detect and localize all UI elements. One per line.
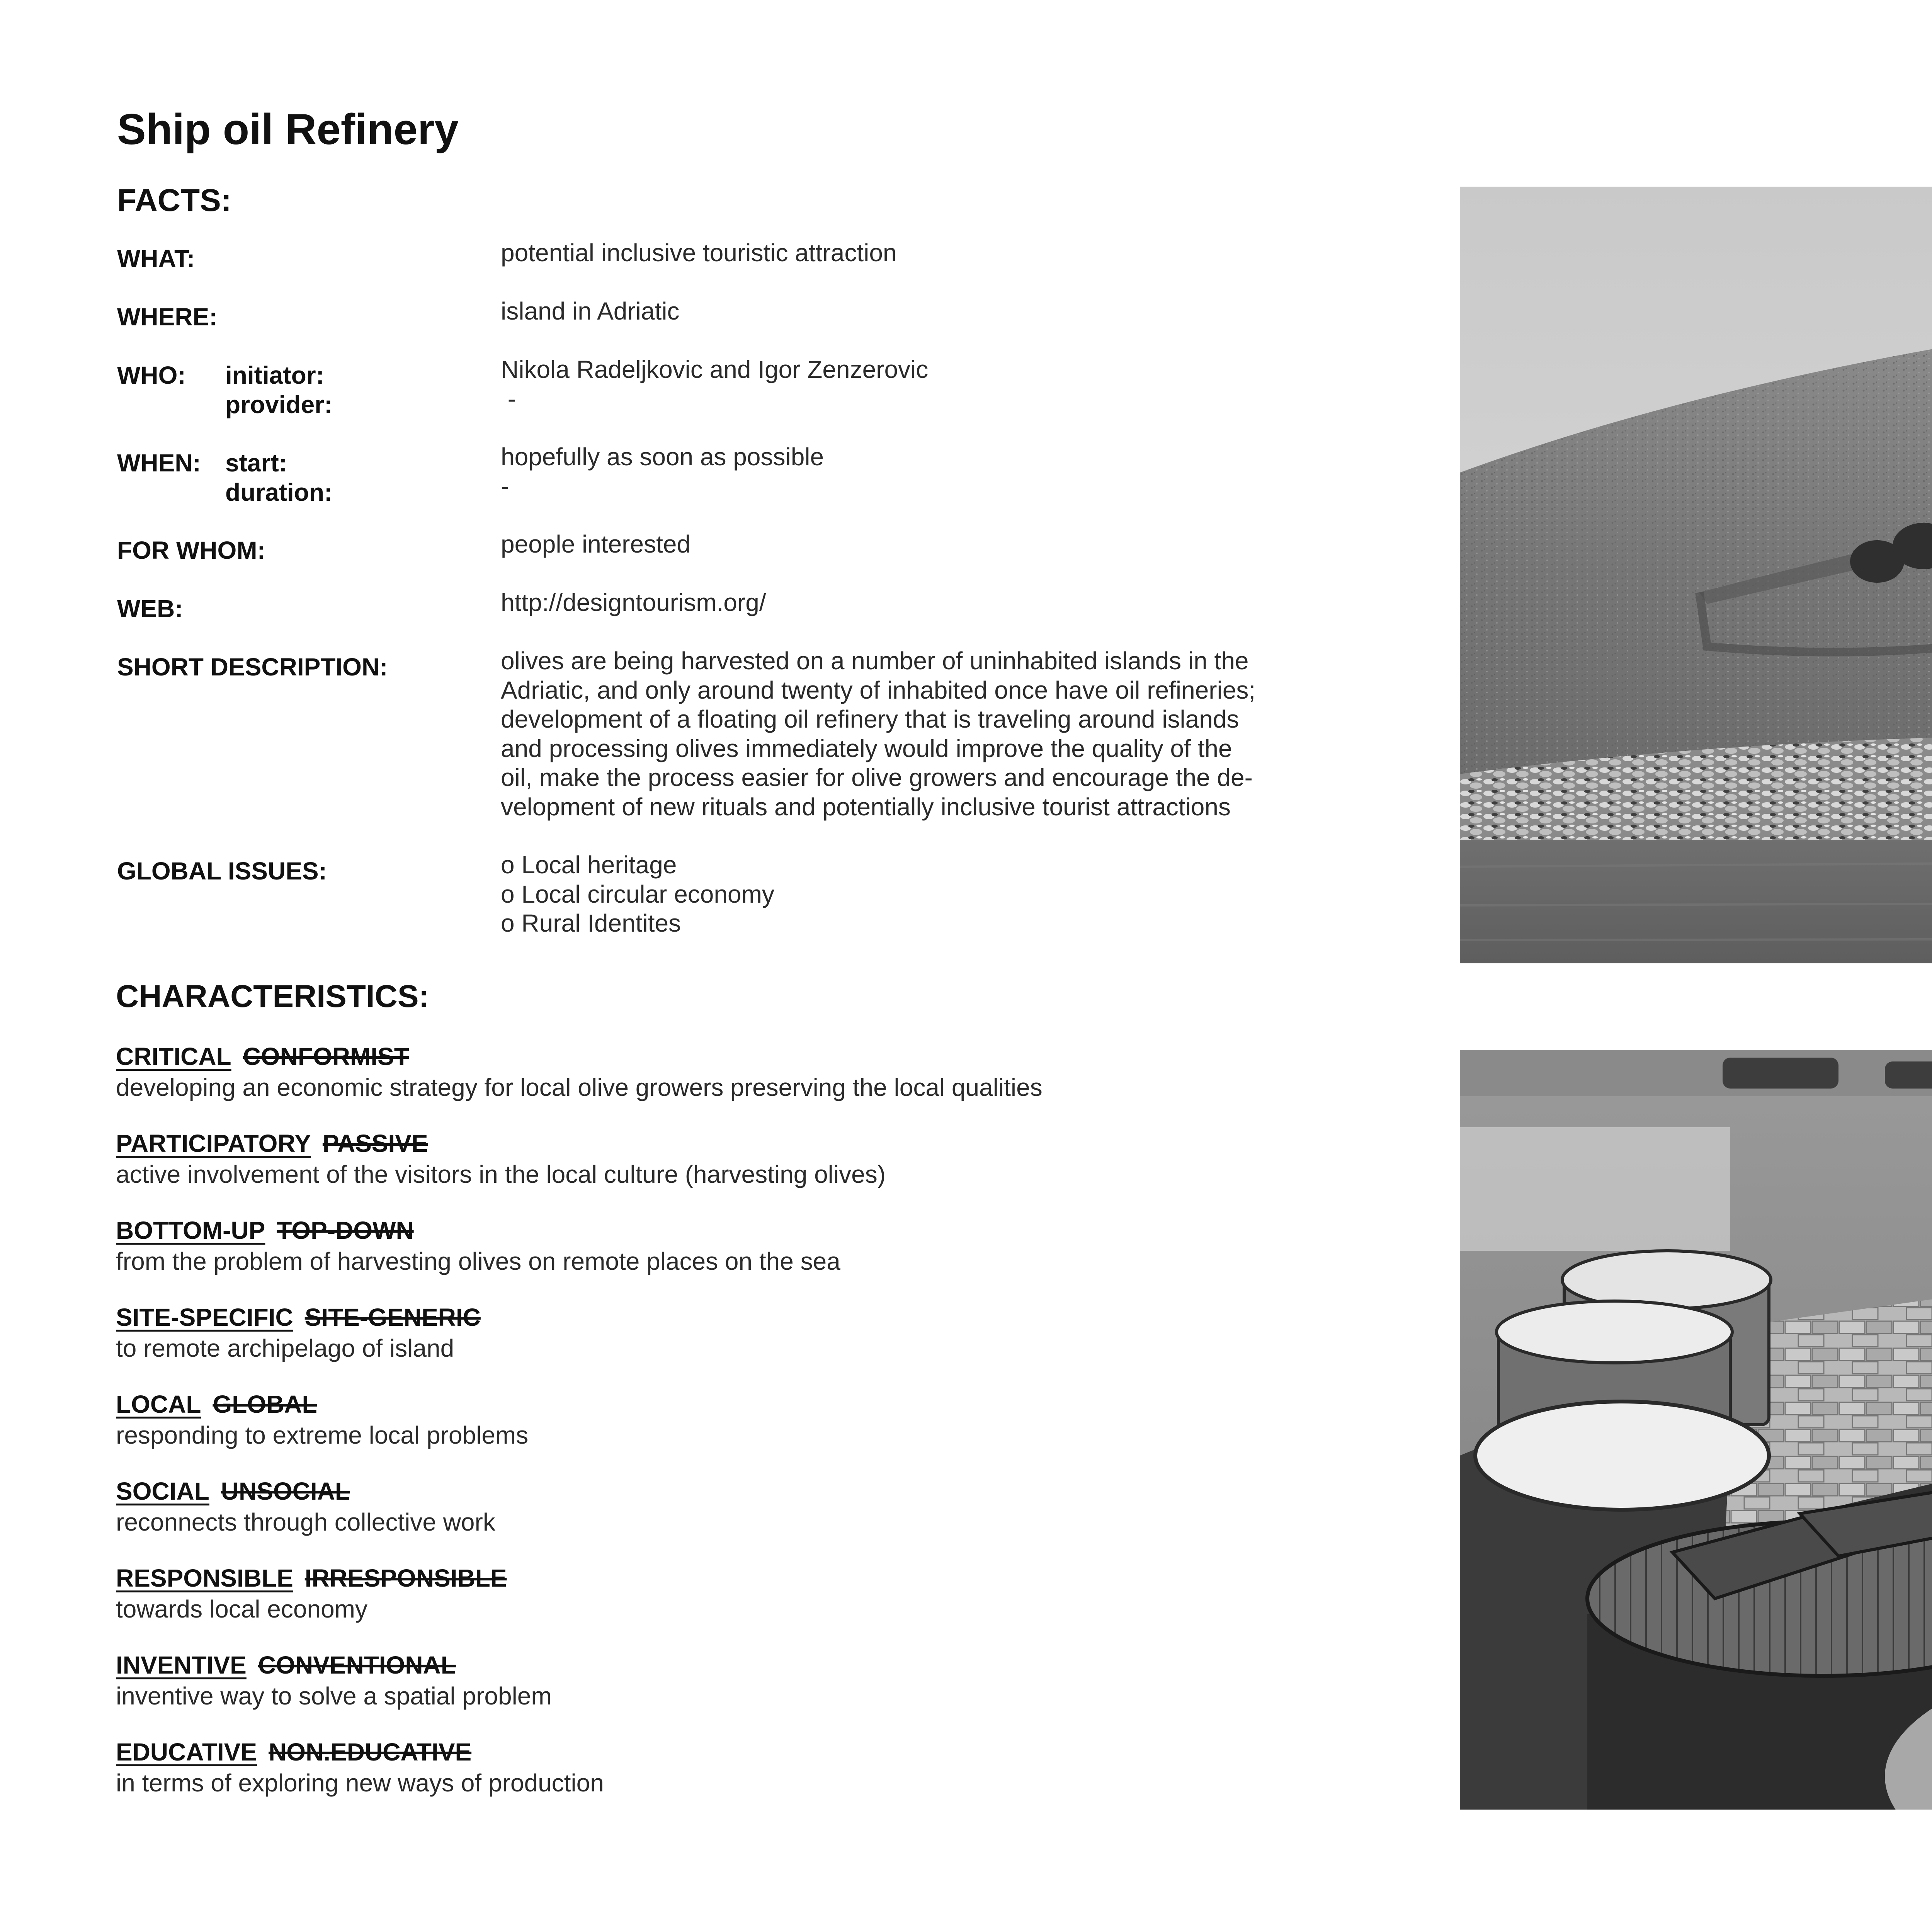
when-value [501,442,824,501]
characteristic-positive: EDUCATIVE [116,1738,257,1766]
who-provider-value: - [501,384,516,413]
short-description-line: oil, make the process easier for olive growers and encourage the de- [501,764,1253,791]
characteristic-positive: SITE-SPECIFIC [116,1303,293,1331]
characteristic-item [116,1737,1391,1798]
characteristic-positive: LOCAL [116,1390,201,1418]
who-initiator-value: Nikola Radeljkovic and Igor Zenzerovic [501,356,929,383]
characteristic-negative: GLOBAL [213,1390,317,1418]
characteristic-positive: INVENTIVE [116,1651,247,1679]
characteristic-item [116,1650,1391,1711]
who-label-text: WHO: [117,361,186,389]
short-description-line: olives are being harvested on a number of uninhabited islands in the [501,647,1249,675]
facts-heading: FACTS: [117,183,232,218]
characteristic-positive: CRITICAL [116,1043,231,1070]
characteristic-description: responding to extreme local problems [116,1421,529,1449]
characteristic-positive: PARTICIPATORY [116,1129,311,1157]
characteristic-item [116,1302,1391,1364]
web-link[interactable]: http://designtourism.org/ [501,589,766,616]
characteristic-item [116,1476,1391,1538]
characteristic-description: from the problem of harvesting olives on remote places on the sea [116,1247,840,1275]
characteristic-item [116,1215,1391,1277]
global-issue-item: o Local circular economy [501,880,774,908]
when-duration-value: - [501,472,509,500]
characteristic-negative: SITE-GENERIC [304,1303,481,1331]
when-start-value: hopefully as soon as possible [501,443,824,471]
short-description-line: development of a floating oil refinery that is traveling around islands [501,705,1239,733]
characteristic-item [116,1563,1391,1624]
what-label: WHAT: [117,245,195,272]
short-description-text [501,646,1255,822]
global-issue-item: o Local heritage [501,851,677,879]
who-initiator-label: initiator: [225,361,324,389]
characteristic-positive: RESPONSIBLE [116,1564,293,1592]
page-title: Ship oil Refinery [117,105,459,153]
where-label: WHERE: [117,303,218,331]
short-description-label: SHORT DESCRIPTION: [117,653,388,681]
characteristic-description: inventive way to solve a spatial problem [116,1682,552,1710]
harbour-photo-graphic [1460,1050,1932,1810]
characteristic-negative: CONVENTIONAL [258,1651,456,1679]
characteristic-description: active involvement of the visitors in the local culture (harvesting olives) [116,1160,886,1188]
short-description-line: and processing olives immediately would improve the quality of the [501,734,1232,762]
characteristic-item [116,1389,1391,1451]
characteristic-negative: UNSOCIAL [221,1477,350,1505]
web-label: WEB: [117,595,183,623]
short-description-line: Adriatic, and only around twenty of inhabited once have oil refineries; [501,676,1256,704]
characteristic-description: reconnects through collective work [116,1508,495,1536]
global-issues-list [501,850,774,938]
island-photo-graphic [1460,187,1932,963]
characteristic-negative: NON.EDUCATIVE [269,1738,472,1766]
who-value [501,355,928,413]
characteristics-heading: CHARACTERISTICS: [116,979,429,1014]
characteristic-positive: BOTTOM-UP [116,1216,265,1244]
what-value: potential inclusive touristic attraction [501,239,897,267]
who-provider-label: provider: [225,391,333,418]
characteristic-positive: SOCIAL [116,1477,209,1505]
when-start-label: start: [225,449,287,477]
for-whom-label: FOR WHOM: [117,536,265,564]
global-issue-item: o Rural Identites [501,909,681,937]
characteristic-description: to remote archipelago of island [116,1334,454,1362]
characteristic-description: developing an economic strategy for local olive growers preserving the local qualities [116,1073,1043,1101]
characteristic-negative: TOP-DOWN [277,1216,414,1244]
characteristic-item [116,1041,1391,1103]
characteristic-description: towards local economy [116,1595,367,1623]
characteristic-negative: IRRESPONSIBLE [304,1564,507,1592]
when-label [117,448,333,506]
characteristic-negative: PASSIVE [322,1129,428,1157]
short-description-line: velopment of new rituals and potentially inclusive tourist attractions [501,793,1231,821]
where-value: island in Adriatic [501,297,680,325]
global-issues-label: GLOBAL ISSUES: [117,857,327,885]
characteristic-description: in terms of exploring new ways of production [116,1769,604,1797]
characteristic-negative: CONFORMIST [243,1043,409,1070]
when-label-text: WHEN: [117,449,201,477]
island-olive-grove-photo [1460,187,1932,963]
who-label [117,361,333,418]
for-whom-value: people interested [501,530,691,558]
harbour-barrels-photo [1460,1050,1932,1810]
when-duration-label: duration: [225,478,333,506]
characteristic-item [116,1128,1391,1190]
